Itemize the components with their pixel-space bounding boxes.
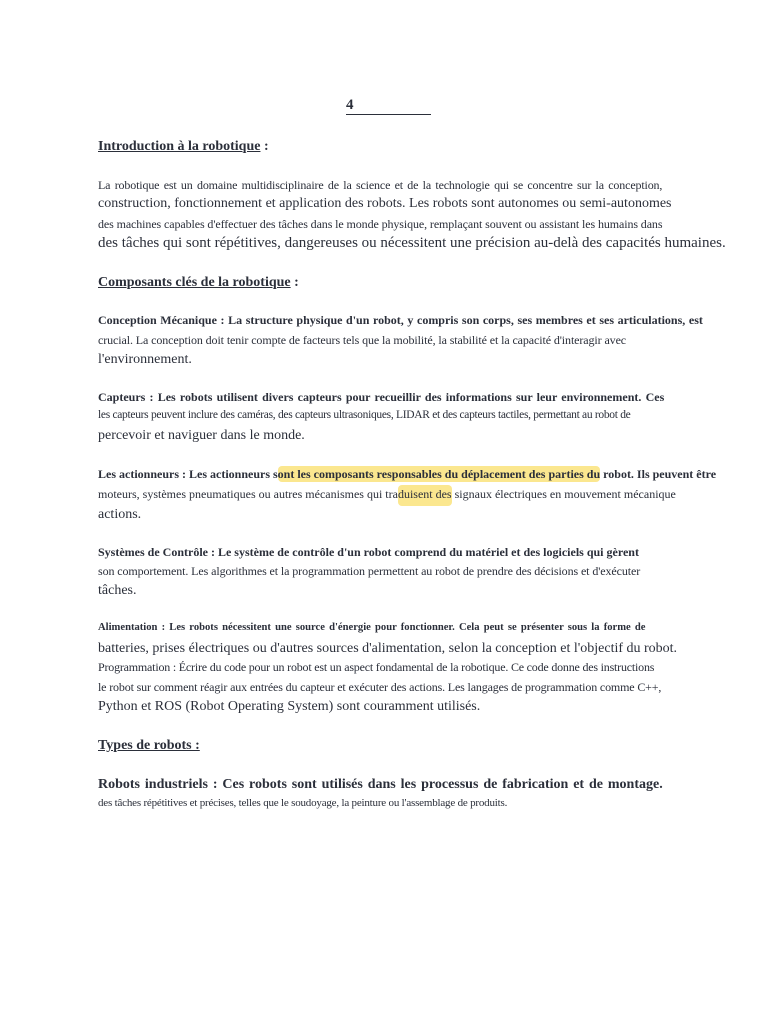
- components-heading-suffix: :: [290, 275, 299, 290]
- highlight-1: ont les composants responsables du déplacement des parties du: [277, 467, 601, 481]
- intro-line-2: construction, fonctionnement et application des robots. Les robots sont autonomes ou semi-autonomes: [98, 196, 672, 211]
- intro-heading-line: [98, 139, 269, 155]
- control-line-3: tâches.: [98, 583, 137, 598]
- intro-line-1: La robotique est un domaine multidisciplinaire de la science et de la technologie qui se concentre sur la conception,: [98, 178, 663, 192]
- intro-heading-suffix: :: [260, 139, 269, 154]
- mechanical-line-2: crucial. La conception doit tenir compte de facteurs tels que la mobilité, la stabilité et la capacité d'interagir avec: [98, 333, 627, 347]
- industrial-line-1: Robots industriels : Ces robots sont utilisés dans les processus de fabrication et de montage.: [98, 777, 663, 792]
- sensors-line-3: percevoir et naviguer dans le monde.: [98, 428, 305, 443]
- actuators2-text-a: moteurs, systèmes pneumatiques ou autres mécanismes qui tra: [98, 487, 398, 501]
- actuators-text-a: Les actionneurs : Les actionneurs s: [98, 467, 278, 481]
- control-line-2: son comportement. Les algorithmes et la programmation permettent au robot de prendre des décisions et d'exécuter: [98, 564, 641, 578]
- actuators2-text-b: signaux électriques en mouvement mécanique: [451, 487, 676, 501]
- actuators-text-b: robot. Ils peuvent être: [600, 467, 717, 481]
- components-heading-line: [98, 275, 299, 291]
- types-heading: Types de robots :: [98, 738, 200, 753]
- sensors-line-1: Capteurs : Les robots utilisent divers capteurs pour recueillir des informations sur leur environnement. Ces: [98, 390, 665, 404]
- intro-line-4: des tâches qui sont répétitives, dangereuses ou nécessitent une précision au-delà des capacités humaines.: [98, 235, 726, 251]
- actuators-line-2: [98, 487, 676, 502]
- actuators-line-1: [98, 467, 716, 482]
- industrial-line-2: des tâches répétitives et précises, telles que le soudoyage, la peinture ou l'assemblage de produits.: [98, 797, 508, 809]
- page-number: 4: [346, 97, 431, 115]
- control-line-1: Systèmes de Contrôle : Le système de contrôle d'un robot comprend du matériel et des logiciels qui gèrent: [98, 545, 639, 559]
- highlight-2: duisent des: [398, 485, 452, 506]
- intro-heading: Introduction à la robotique: [98, 139, 261, 154]
- programming-line-1: Programmation : Écrire du code pour un robot est un aspect fondamental de la robotique. Ce code donne des instructions: [98, 660, 655, 674]
- power-line-1: Alimentation : Les robots nécessitent une source d'énergie pour fonctionner. Cela peut se présenter sous la forme de: [98, 622, 646, 633]
- components-heading: Composants clés de la robotique: [98, 275, 291, 290]
- intro-line-3: des machines capables d'effectuer des tâches dans le monde physique, remplaçant souvent ou assistant les humains dans: [98, 217, 663, 231]
- mechanical-line-3: l'environnement.: [98, 352, 192, 367]
- programming-line-3: Python et ROS (Robot Operating System) sont couramment utilisés.: [98, 699, 481, 714]
- mechanical-line-1: Conception Mécanique : La structure physique d'un robot, y compris son corps, ses membres et ses articulations, est: [98, 313, 703, 327]
- programming-line-2: le robot sur comment réagir aux entrées du capteur et exécuter des actions. Les langages de programmation comme C++,: [98, 680, 662, 694]
- sensors-line-2: les capteurs peuvent inclure des caméras, des capteurs ultrasoniques, LIDAR et des capteurs tactiles, permettant au robot de: [98, 409, 631, 421]
- actuators-line-3: actions.: [98, 507, 142, 522]
- power-line-2: batteries, prises électriques ou d'autres sources d'alimentation, selon la conception et l'objectif du robot.: [98, 641, 678, 656]
